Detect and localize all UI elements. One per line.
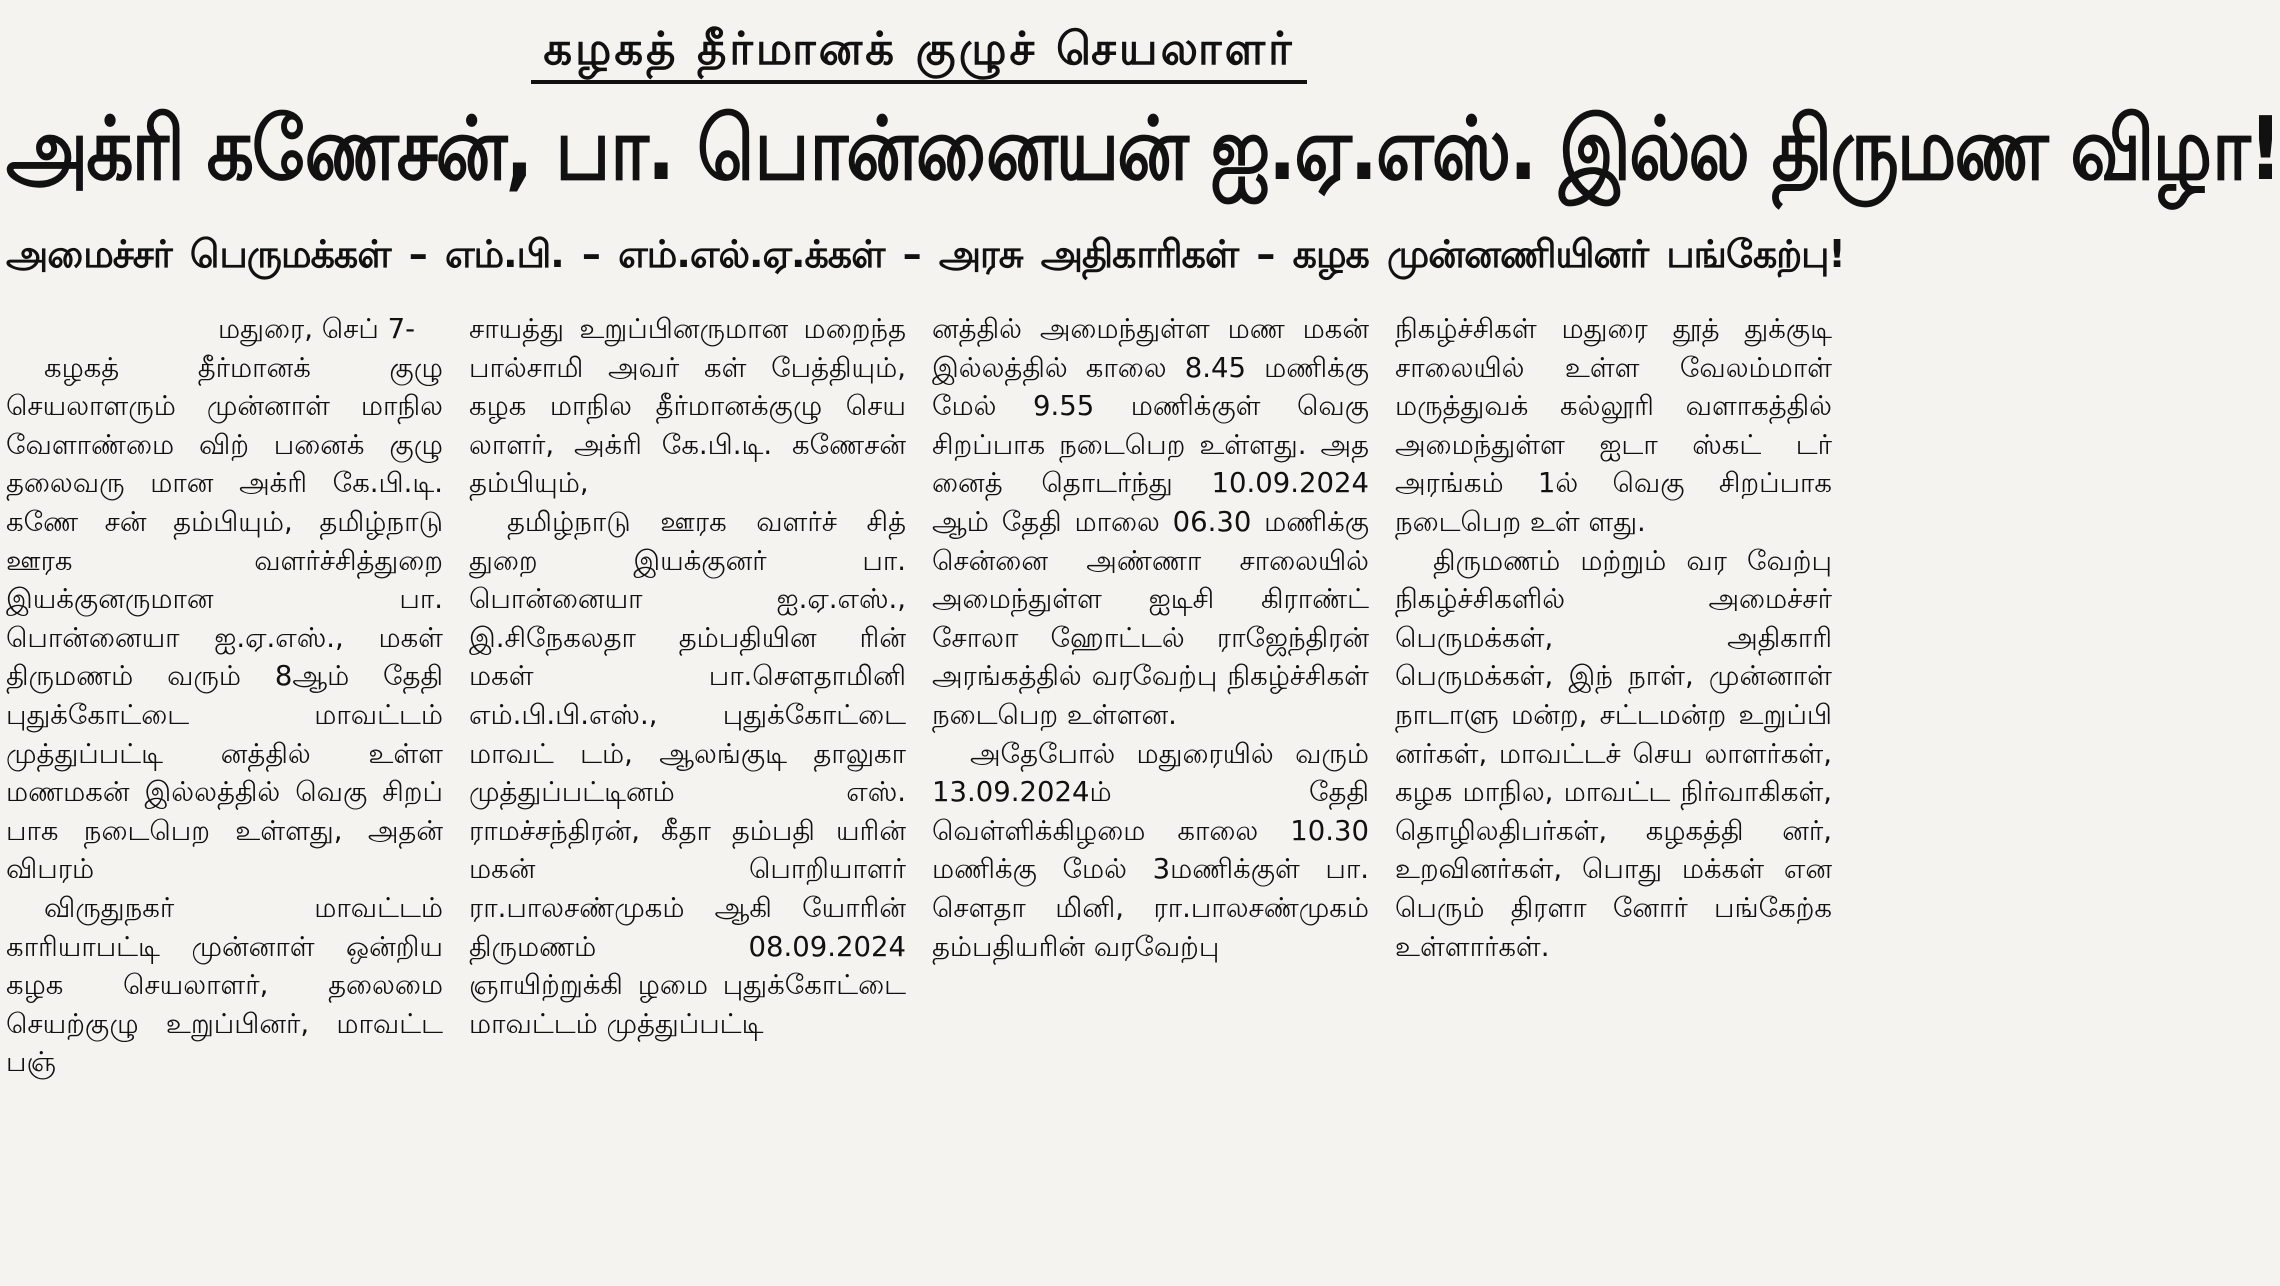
kicker-title: கழகத் தீர்மானக் குழுச் செயலாளர் <box>531 22 1306 84</box>
paragraph: அதேபோல் மதுரையில் வரும் 13.09.2024ம் தேதி வெள்ளிக்கிழமை காலை 10.30 மணிக்கு மேல் 3மணிக்குள் பா. சௌதா மினி, ரா.பாலசண்முகம் தம்பதியரின் வரவேற்பு <box>932 737 1369 963</box>
article-column-2 <box>469 310 906 1082</box>
article-column-4 <box>1395 310 1832 1082</box>
paragraph: தமிழ்நாடு ஊரக வளர்ச் சித் துறை இயக்குனர் பா. பொன்னையா ஐ.ஏ.எஸ்., இ.சிநேகலதா தம்பதியின ரின் மகள் பா.சௌதாமினி எம்.பி.பி.எஸ்., புதுக்கோட்டை மாவட் டம், ஆலங்குடி தாலுகா முத்துப்பட்டினம் எஸ். ராமச்சந்திரன், கீதா தம்பதி யரின் மகன் பொறியாளர் ரா.பாலசண்முகம் ஆகி யோரின் திருமணம் 08.09.2024 ஞாயிற்றுக்கி ழமை புதுக்கோட்டை மாவட்டம் முத்துப்பட்டி <box>469 505 906 1040</box>
paragraph: நிகழ்ச்சிகள் மதுரை தூத் துக்குடி சாலையில் உள்ள வேலம்மாள் மருத்துவக் கல்லூரி வளாகத்தில் அமைந்துள்ள ஐடா ஸ்கட் டர் அரங்கம் 1ல் வெகு சிறப்பாக நடைபெற உள் ளது. <box>1395 313 1832 538</box>
paragraph: கழகத் தீர்மானக் குழு செயலாளரும் முன்னாள் மாநில வேளாண்மை விற் பனைக் குழு தலைவரு மான அக்ரி கே.பி.டி. கணே சன் தம்பியும், தமிழ்நாடு ஊரக வளர்ச்சித்துறை இயக்குனருமான பா. பொன்னையா ஐ.ஏ.எஸ்., மகள் திருமணம் வரும் 8ஆம் தேதி புதுக்கோட்டை மாவட்டம் முத்துப்பட்டி னத்தில் உள்ள மணமகன் இல்லத்தில் வெகு சிறப் பாக நடைபெற உள்ளது, அதன் விபரம் <box>6 351 443 886</box>
paragraph: விருதுநகர் மாவட்டம் காரியாபட்டி முன்னாள் ஒன்றிய கழக செயலாளர், தலைமை செயற்குழு உறுப்பினர், மாவட்ட பஞ் <box>6 891 443 1079</box>
subheadline: அமைச்சர் பெருமக்கள் – எம்.பி. – எம்.எல்.ஏ.க்கள் – அரசு அதிகாரிகள் – கழக முன்னணியினர் பங்கேற்பு! <box>6 232 1845 276</box>
paragraph: திருமணம் மற்றும் வர வேற்பு நிகழ்ச்சிகளில் அமைச்சர் பெருமக்கள், அதிகாரி பெருமக்கள், இந் நாள், முன்னாள் நாடாளு மன்ற, சட்டமன்ற உறுப்பி னர்கள், மாவட்டச் செய லாளர்கள், கழக மாநில, மாவட்ட நிர்வாகிகள், தொழிலதிபர்கள், கழகத்தி னர், உறவினர்கள், பொது மக்கள் என பெரும் திரளா னோர் பங்கேற்க உள்ளார்கள். <box>1395 544 1832 963</box>
dateline: மதுரை, செப் 7- <box>218 313 415 345</box>
paragraph: னத்தில் அமைந்துள்ள மண மகன் இல்லத்தில் காலை 8.45 மணிக்கு மேல் 9.55 மணிக்குள் வெகு சிறப்பாக நடைபெற உள்ளது. அத னைத் தொடர்ந்து 10.09.2024 ஆம் தேதி மாலை 06.30 மணிக்கு சென்னை அண்ணா சாலையில் அமைந்துள்ள ஐடிசி கிராண்ட் சோலா ஹோட்டல் ராஜேந்திரன் அரங்கத்தில் வரவேற்பு நிகழ்ச்சிகள் நடைபெற உள்ளன. <box>932 313 1369 731</box>
paragraph: சாயத்து உறுப்பினருமான மறைந்த பால்சாமி அவர் கள் பேத்தியும், கழக மாநில தீர்மானக்குழு செய லாளர், அக்ரி கே.பி.டி. கணேசன் தம்பியும், <box>469 313 906 500</box>
article-column-1 <box>6 310 443 1082</box>
article-columns <box>6 310 1832 1082</box>
headline: அக்ரி கணேசன், பா. பொன்னையன் ஐ.ஏ.எஸ். இல்ல திருமண விழா! <box>6 98 2280 201</box>
kicker-wrap <box>6 0 1832 82</box>
article-column-3 <box>932 310 1369 1082</box>
